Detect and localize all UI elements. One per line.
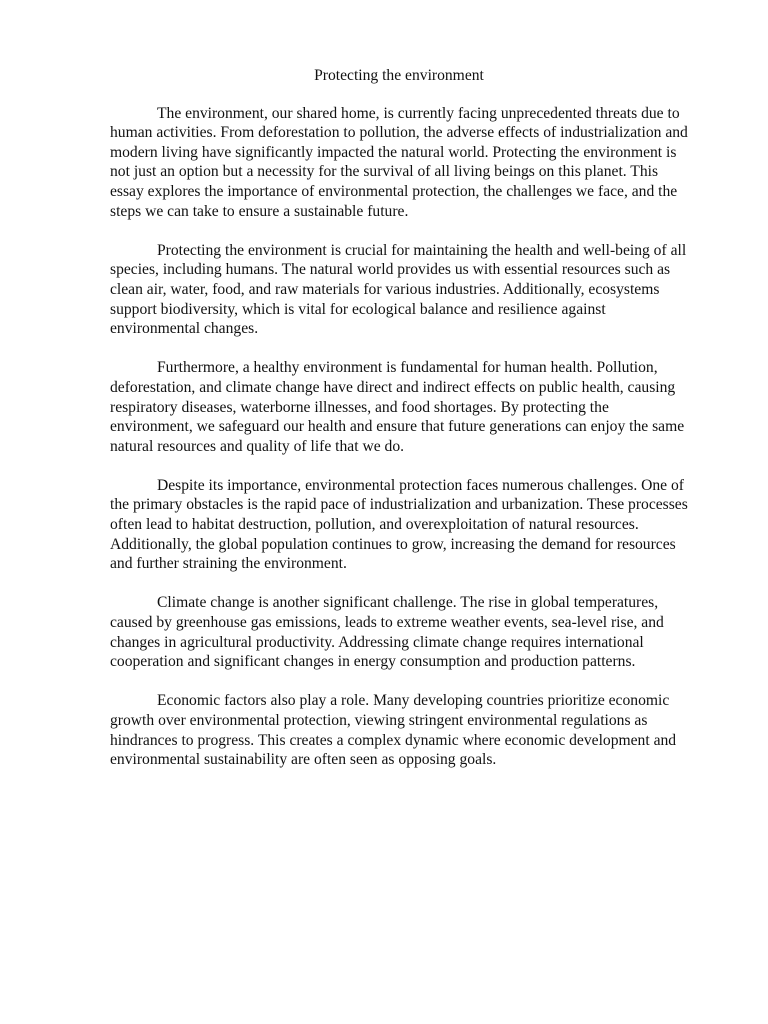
paragraph-challenges: Despite its importance, environmental protection faces numerous challenges. One of the primary obstacles is the rapid pace of industrialization and urbanization. These processes often lead to habitat destruction, pollution, and overexploitation of natural resources. Additionally, the global population continues to grow, increasing the demand for resources and further straining the environment. [110,476,688,573]
paragraph-intro: The environment, our shared home, is currently facing unprecedented threats due to human activities. From deforestation to pollution, the adverse effects of industrialization and modern living have significantly impacted the natural world. Protecting the environment is not just an option but a necessity for the survival of all living beings on this planet. This essay explores the importance of environmental protection, the challenges we face, and the steps we can take to ensure a sustainable future. [110,104,688,220]
paragraph-economic-factors: Economic factors also play a role. Many developing countries prioritize economic growth over environmental protection, viewing stringent environmental regulations as hindrances to progress. This creates a complex dynamic where economic development and environmental sustainability are often seen as opposing goals. [110,692,677,769]
document-title: Protecting the environment [314,67,484,84]
paragraph-importance: Protecting the environment is crucial for maintaining the health and well-being of all species, including humans. The natural world provides us with essential resources such as clean air, water, food, and raw materials for various industries. Additionally, ecosystems support biodiversity, which is vital for ecological balance and resilience against environmental changes. [110,241,687,338]
document-body [110,66,688,789]
paragraph-climate-change: Climate change is another significant challenge. The rise in global temperatures, caused by greenhouse gas emissions, leads to extreme weather events, sea-level rise, and changes in agricultural productivity. Addressing climate change requires international cooperation and significant changes in energy consumption and production patterns. [110,594,664,671]
paragraph-human-health: Furthermore, a healthy environment is fundamental for human health. Pollution, deforestation, and climate change have direct and indirect effects on public health, causing respiratory diseases, waterborne illnesses, and food shortages. By protecting the environment, we safeguard our health and ensure that future generations can enjoy the same natural resources and quality of life that we do. [110,359,685,455]
